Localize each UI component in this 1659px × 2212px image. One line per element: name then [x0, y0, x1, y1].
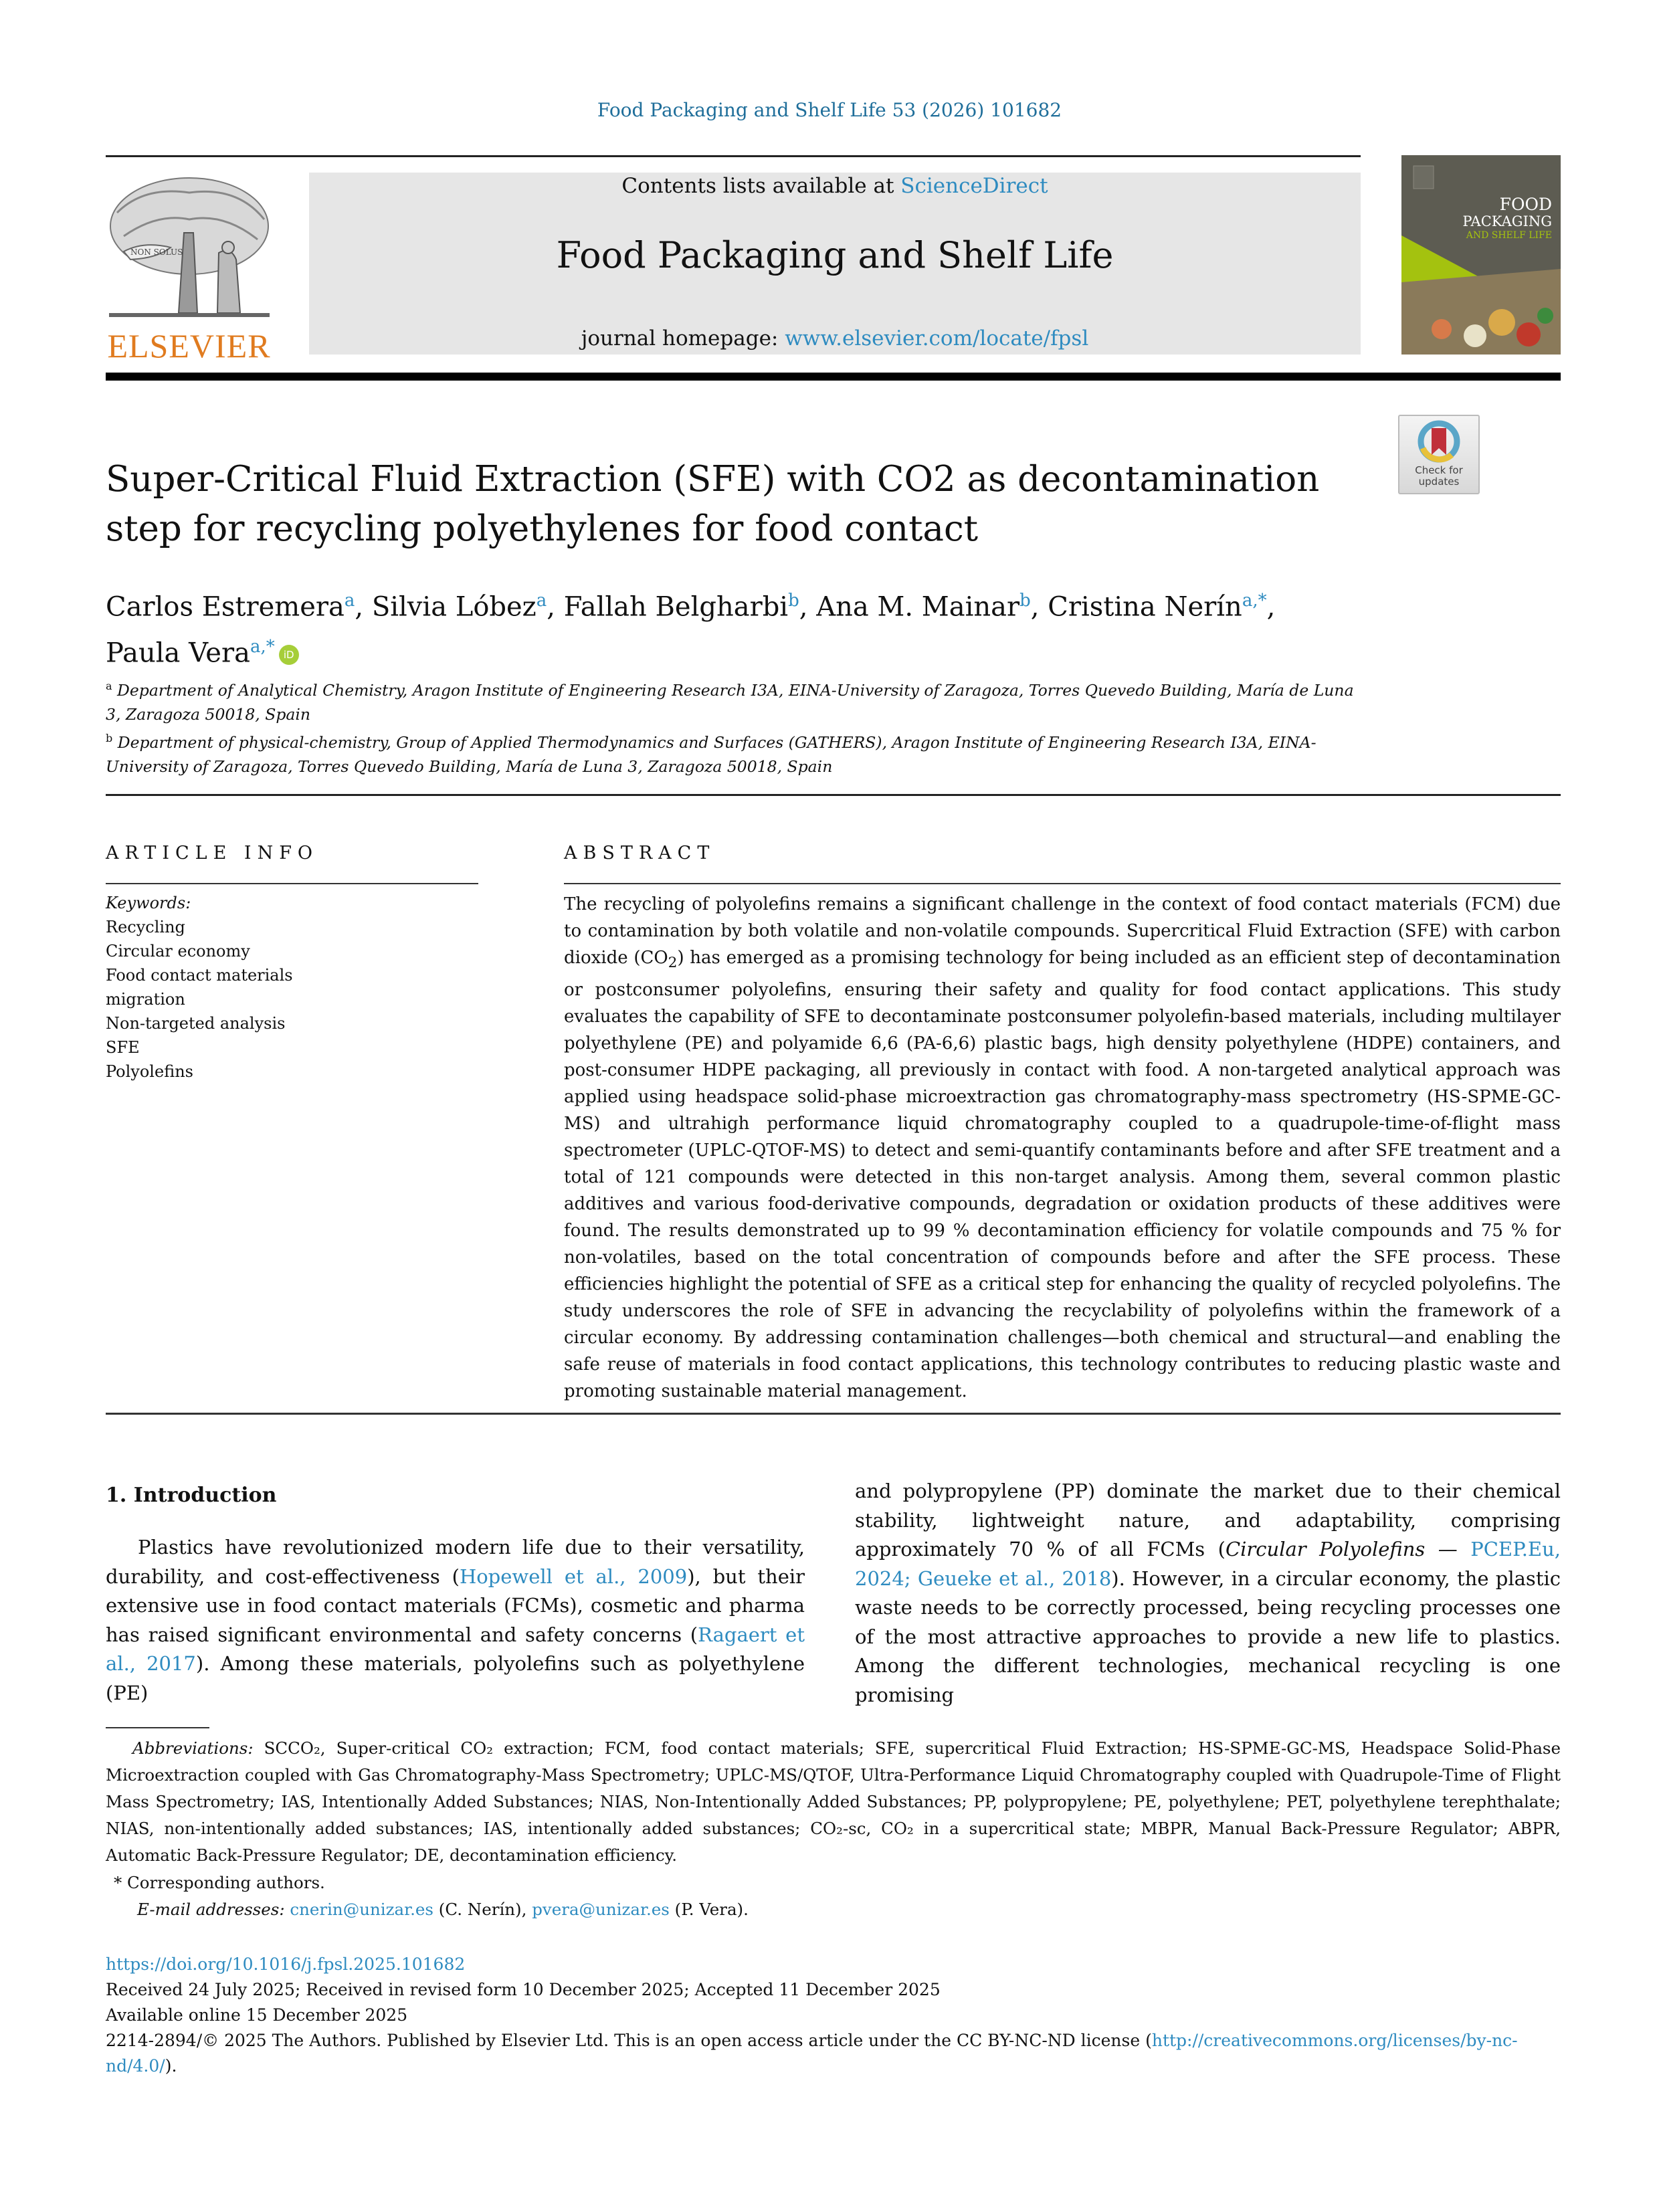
abstract-rule	[564, 883, 1561, 884]
svg-text:Check for: Check for	[1415, 464, 1463, 476]
affiliation-marker[interactable]: a,*	[1242, 591, 1267, 611]
citation-link[interactable]: PCEP.Eu, 2024; Geueke et al., 2018	[855, 1538, 1561, 1590]
svg-text:updates: updates	[1418, 476, 1460, 488]
body-text: ). Among these materials, polyolefins such as polyethylene (PE)	[106, 1652, 805, 1704]
doi-link[interactable]: https://doi.org/10.1016/j.fpsl.2025.101682	[106, 1954, 466, 1974]
abbreviations-footnote	[106, 1735, 1561, 1869]
keyword: Food contact materials	[106, 966, 293, 985]
journal-cover-image[interactable]	[1401, 155, 1561, 355]
affiliation-marker[interactable]: a	[344, 591, 355, 611]
contents-available-line	[309, 174, 1361, 198]
keywords-heading: Keywords:	[106, 894, 191, 912]
sciencedirect-link[interactable]: ScienceDirect	[900, 174, 1048, 198]
email-owner: (C. Nerín),	[433, 1900, 532, 1919]
author[interactable]: Carlos Estremera	[106, 591, 345, 623]
introduction-column-1	[106, 1533, 805, 1708]
bookmark-ribbon-icon	[1399, 416, 1478, 493]
homepage-prefix: journal homepage:	[581, 326, 785, 350]
abbreviations-text: SCCO₂, Super-critical CO₂ extraction; FCM, food contact materials; SFE, supercritical Fluid Extraction; HS-SPME-GC-MS, Headspace Solid-Phase Microextraction coupled with Gas Chromatography-Mass Spectrometry; UPLC-MS/QTOF, Ultra-Performance Liquid Chromatography coupled with Quadrupole-Time of Flight Mass Spectrometry; IAS, Intentionally Added Substances; NIAS, Non-Intentionally Added Substances; PP, polypropylene; PE, polyethylene; PET, polyethylene terephthalate; NIAS, non-intentionally added substances; IAS, intentionally added substances; CO₂-sc, CO₂ in a supercritical state; MBPR, Manual Back-Pressure Regulator; ABPR, Automatic Back-Pressure Regulator; DE, decontamination efficiency.	[106, 1738, 1561, 1865]
affiliation-a	[106, 674, 1363, 726]
author[interactable]: Ana M. Mainar	[816, 591, 1020, 623]
citation-link[interactable]: Hopewell et al., 2009	[459, 1565, 688, 1588]
abstract-part: The recycling of polyolefins remains a significant challenge in the context of food contact materials (FCM) due to contamination by both volatile and non-volatile compounds. Supercritical Fluid Extraction (SFE) with carbon dioxide (CO	[564, 894, 1561, 968]
abbreviations-label: Abbreviations:	[132, 1738, 254, 1758]
affiliation-marker[interactable]: a	[536, 591, 547, 611]
email-label: E-mail addresses:	[137, 1900, 285, 1919]
affiliations-rule	[106, 794, 1561, 796]
article-title: Super-Critical Fluid Extraction (SFE) with CO2 as decontamination step for recycling polyethylenes for food contact	[106, 459, 1320, 549]
check-for-updates-button[interactable]	[1398, 415, 1480, 494]
elsevier-wordmark: ELSEVIER	[107, 327, 271, 365]
journal-running-head[interactable]: Food Packaging and Shelf Life 53 (2026) 101682	[597, 99, 1062, 121]
footnote-rule	[106, 1727, 209, 1728]
orcid-icon[interactable]: iD	[279, 645, 299, 665]
keyword: Recycling	[106, 918, 185, 936]
subscript: 2	[668, 954, 678, 972]
abstract-bottom-rule	[106, 1413, 1561, 1415]
author[interactable]: Paula Vera	[106, 637, 250, 669]
affiliation-b	[106, 726, 1363, 779]
license-text: 2214-2894/© 2025 The Authors. Published by Elsevier Ltd. This is an open access article under the CC BY-NC-ND license (	[106, 2031, 1152, 2050]
keyword: Circular economy	[106, 942, 250, 961]
svg-text:AND SHELF LIFE: AND SHELF LIFE	[1466, 230, 1552, 241]
author[interactable]: Cristina Nerín	[1048, 591, 1242, 623]
svg-text:NON SOLUS: NON SOLUS	[130, 247, 183, 257]
section-heading-introduction: 1. Introduction	[106, 1484, 277, 1507]
article-info-rule	[106, 883, 478, 884]
header-rule	[106, 155, 1361, 157]
email-owner: (P. Vera).	[669, 1900, 749, 1919]
author[interactable]: Fallah Belgharbi	[563, 591, 789, 623]
svg-text:PACKAGING: PACKAGING	[1462, 213, 1552, 229]
email-link[interactable]: cnerin@unizar.es	[290, 1900, 433, 1919]
article-dates: Received 24 July 2025; Received in revised form 10 December 2025; Accepted 11 December 2025	[106, 1980, 941, 1999]
body-text: and polypropylene (PP) dominate the market due to their chemical stability, lightweight nature, and adaptability, comprising approximately 70 % of all FCMs (	[855, 1480, 1561, 1561]
keywords-list	[106, 891, 507, 1084]
keyword: Polyolefins	[106, 1062, 193, 1081]
affiliations	[106, 674, 1363, 779]
keyword: Non-targeted analysis	[106, 1014, 286, 1033]
available-online-date: Available online 15 December 2025	[106, 2005, 408, 2025]
affiliation-text: Department of Analytical Chemistry, Aragon Institute of Engineering Research I3A, EINA-University of Zaragoza, Torres Quevedo Building, María de Luna 3, Zaragoza 50018, Spain	[106, 680, 1354, 724]
affiliation-text: Department of physical-chemistry, Group of Applied Thermodynamics and Surfaces (GATHERS), Aragon Institute of Engineering Research I3A, EINA-University of Zaragoza, Torres Quevedo Building, María de Luna 3, Zaragoza 50018, Spain	[106, 732, 1316, 776]
author-list: Carlos Estremera$^a$, Silvia Lóbez$^a$, Fallah Belgharbi$^b$, Ana M. Mainar$^b$, Cristina Nerín$^{a,*}$, Paula Vera$^{a,*}$ iD	[106, 591, 1276, 669]
body-text: ), but their extensive use in food contact materials (FCMs), cosmetic and pharma has raised significant environmental and safety concerns (	[106, 1565, 805, 1646]
email-link[interactable]: pvera@unizar.es	[532, 1900, 670, 1919]
license-statement	[106, 2028, 1561, 2079]
affiliation-marker[interactable]: b	[788, 591, 799, 611]
svg-text:FOOD: FOOD	[1499, 195, 1552, 214]
affiliation-key: a	[106, 680, 112, 692]
affiliation-marker[interactable]: b	[1019, 591, 1031, 611]
article-info-heading: ARTICLE INFO	[106, 843, 319, 864]
author[interactable]: Silvia Lóbez	[371, 591, 536, 623]
keyword: SFE	[106, 1038, 140, 1057]
journal-homepage-line	[309, 326, 1361, 350]
keyword: migration	[106, 990, 185, 1009]
corresponding-authors-note: * Corresponding authors.	[114, 1873, 325, 1892]
license-text: ).	[165, 2056, 177, 2076]
abstract-part: ) has emerged as a promising technology for being included as an efficient step of decontamination or postconsumer polyolefins, ensuring their safety and quality for food contact applications. This study evaluates the capability of SFE to decontaminate postconsumer polyolefin-based materials, including multilayer polyethylene (PE) and polyamide 6,6 (PA-6,6) plastic bags, high density polyethylene (HDPE) containers, and post-consumer HDPE packaging, all previously in contact with food. A non-targeted analytical approach was applied using headspace solid-phase microextraction gas chromatography-mass spectrometry (HS-SPME-GC-MS) and ultrahigh performance liquid chromatography coupled to a quadrupole-time-of-flight mass spectrometer (UPLC-QTOF-MS) to detect and semi-quantify contaminants before and after SFE treatment and a total of 121 compounds were detected in this non-target analysis. Among them, several common plastic additives and various food-derivative compounds, degradation or oxidation products of these additives were found. The results demonstrated up to 99 % decontamination efficiency for volatile compounds and 75 % for non-volatiles, based on the total concentration of compounds before and after the SFE process. These efficiencies highlight the potential of SFE as a critical step for enhancing the quality of recycled polyolefins. The study underscores the role of SFE in advancing the recyclability of polyolefins within the framework of a circular economy. By addressing contamination challenges—both chemical and structural—and enabling the safe reuse of materials in food contact applications, this technology contributes to reducing plastic waste and promoting sustainable material management.	[564, 948, 1561, 1402]
body-text: Plastics have revolutionized modern life due to their versatility, durability, and cost-effectiveness (	[106, 1536, 805, 1588]
cover-artwork-icon	[1401, 155, 1561, 355]
contents-prefix: Contents lists available at	[621, 174, 901, 198]
masthead-rule	[106, 373, 1561, 381]
abstract-heading: ABSTRACT	[564, 843, 716, 864]
elsevier-tree-icon	[104, 173, 274, 325]
body-text: —	[1425, 1538, 1471, 1561]
journal-homepage-link[interactable]: www.elsevier.com/locate/fpsl	[785, 326, 1089, 350]
affiliation-key: b	[106, 731, 113, 744]
journal-title: Food Packaging and Shelf Life	[556, 234, 1114, 276]
email-addresses	[137, 1900, 749, 1919]
affiliation-marker[interactable]: a,*	[250, 637, 275, 658]
introduction-column-2	[855, 1477, 1561, 1710]
citation-link[interactable]: Ragaert et al., 2017	[106, 1623, 805, 1675]
article-metadata	[106, 1952, 1561, 2079]
abstract-text	[564, 891, 1561, 1405]
license-link[interactable]: http://creativecommons.org/licenses/by-nc-nd/4.0/	[106, 2031, 1518, 2076]
body-text-italic: Circular Polyolefins	[1225, 1538, 1426, 1561]
body-text: ). However, in a circular economy, the plastic waste needs to be correctly processed, being recycling processes one of the most attractive approaches to provide a new life to plastics. Among the different technologies, mechanical recycling is one promising	[855, 1567, 1561, 1706]
